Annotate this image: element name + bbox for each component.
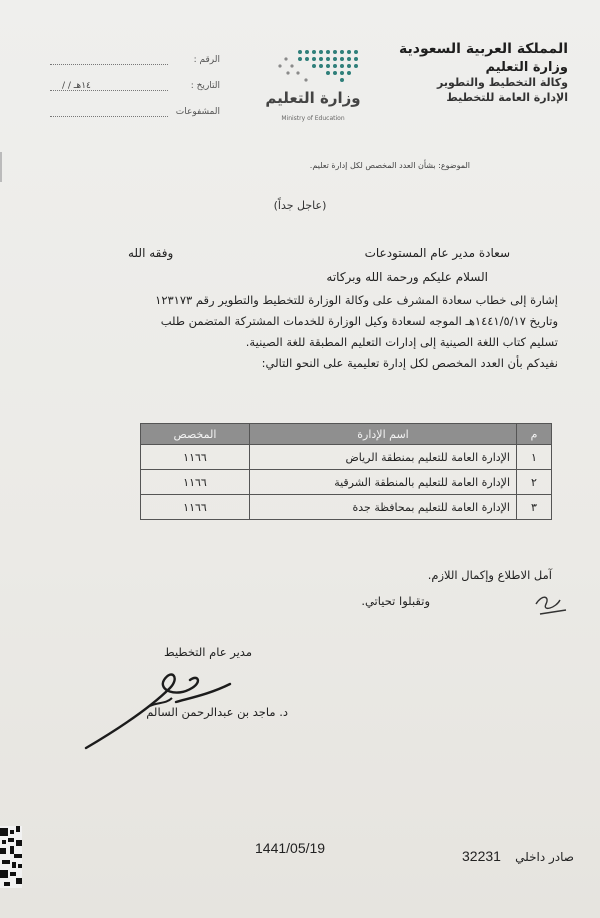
attachments-row [50,98,220,124]
header-department: اسم الإدارة [250,424,517,445]
row-department: الإدارة العامة للتعليم بمحافظة جدة [250,495,517,520]
date-row [50,72,220,98]
subject-line: الموضوع: بشأن العدد المخصص لكل إدارة تعليم. [309,161,470,170]
page-edge-mark [0,152,10,182]
body-line-1: إشارة إلى خطاب سعادة المشرف على وكالة الوزارة للتخطيط والتطوير رقم ١٢٣١٧٣ [155,293,558,307]
outgoing-label: صادر داخلي [515,850,574,864]
ref-dotted-line [50,64,168,65]
table-row [141,495,552,520]
allocation-table [140,423,552,520]
body-line-2: وتاريخ ١٤٤١/٥/١٧هـ الموجه لسعادة وكيل الوزارة للخدمات المشتركة المتضمن طلب [160,314,558,328]
table-row [141,470,552,495]
row-index: ٣ [517,495,552,520]
row-index: ١ [517,445,552,470]
ministry-logo [258,46,368,132]
body-line-4: نفيدكم بأن العدد المخصص لكل إدارة تعليمية على النحو التالي: [261,356,558,370]
ministry-name: وزارة التعليم [485,59,568,75]
body-paragraph [38,290,558,374]
closing-request: آمل الاطلاع وإكمال اللازم. [427,568,552,582]
body-line-3: تسليم كتاب اللغة الصينية إلى إدارات التعليم المطبقة للغة الصينية. [245,335,558,349]
issue-date: 1441/05/19 [255,840,326,856]
signatory-name: د. ماجد بن عبدالرحمن السالم [146,705,288,719]
qr-code-icon [0,826,22,888]
header-allocation: المخصص [141,424,250,445]
row-allocation: ١١٦٦ [141,470,250,495]
urgent-note: (عاجل جداً) [273,199,327,212]
greeting: السلام عليكم ورحمة الله وبركاته [326,270,488,284]
header-index: م [517,424,552,445]
kingdom-name: المملكة العربية السعودية [399,41,568,57]
addressee: سعادة مدير عام المستودعات [364,246,510,260]
logo-english-text: Ministry of Education [281,115,345,122]
row-department: الإدارة العامة للتعليم بالمنطقة الشرقية [250,470,517,495]
row-allocation: ١١٦٦ [141,445,250,470]
date-value: / / ١٤هـ [62,81,91,91]
date-label: التاريخ : [190,81,220,91]
signatory-title: مدير عام التخطيط [164,645,252,659]
letterhead-right [398,40,568,106]
attachments-label: المشفوعات [175,107,220,117]
closing-regards: وتقبلوا تحياتي. [361,594,430,608]
row-index: ٢ [517,470,552,495]
row-department: الإدارة العامة للتعليم بمنطقة الرياض [250,445,517,470]
ministry-logo-icon [258,46,368,90]
table-row [141,445,552,470]
department-name: الإدارة العامة للتخطيط [446,91,568,105]
outgoing-number: 32231 [462,848,501,864]
addressee-blessing: وفقه الله [128,246,174,260]
ref-row [50,46,220,72]
row-allocation: ١١٦٦ [141,495,250,520]
agency-name: وكالة التخطيط والتطوير [437,76,568,90]
table-header-row [141,424,552,445]
letterhead-left [50,46,220,124]
handwritten-initials-icon [532,590,572,620]
ref-label: الرقم : [193,55,220,65]
attachments-dotted-line [50,116,168,117]
logo-arabic-text: وزارة التعليم [265,89,361,107]
